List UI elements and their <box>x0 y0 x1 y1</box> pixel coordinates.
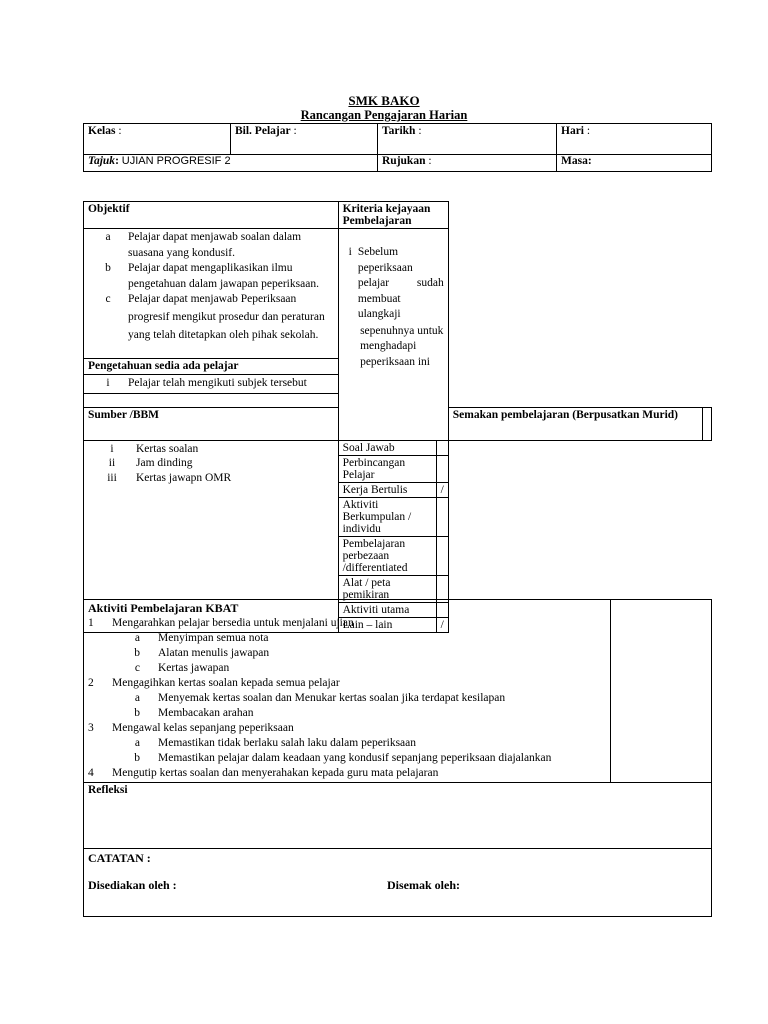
kriteria-body: i Sebelum peperiksaan pelajar sudah membuat ulangkaji sepenuhnya untuk menghadapi peperiksaan ini <box>338 229 448 441</box>
semakan-row: Aktiviti utama <box>338 602 436 617</box>
semakan-mark <box>436 497 448 536</box>
semakan-row: Alat / peta pemikiran <box>338 575 436 602</box>
catatan-label: CATATAN : <box>88 851 151 865</box>
semakan-row: Perbincangan Pelajar <box>338 455 436 482</box>
plan-title: Rancangan Pengajaran Harian <box>300 108 468 122</box>
semakan-row: Aktiviti Berkumpulan / individu <box>338 497 436 536</box>
sumber-heading: Sumber /BBM <box>84 407 339 440</box>
semakan-mark <box>436 536 448 575</box>
semakan-row: Lain – lain <box>338 617 436 632</box>
sumber-body: i Kertas soalan ii Jam dinding iii Kertas jawapn OMR <box>84 440 339 632</box>
objektif-item: b Pelajar dapat mengaplikasikan ilmu pengetahuan dalam jawapan peperiksaan. <box>105 262 319 290</box>
kriteria-heading: Kriteria kejayaan Pembelajaran <box>338 202 448 229</box>
objektif-item: c Pelajar dapat menjawab Peperiksaan progresif mengikut prosedur dan peraturan yang telah ditetapkan oleh pihak sekolah. <box>105 293 325 341</box>
semakan-mark: / <box>436 482 448 497</box>
semakan-row: Pembelajaran perbezaan /differentiated <box>338 536 436 575</box>
semakan-row: Soal Jawab <box>338 440 436 455</box>
pengetahuan-blank <box>84 393 339 407</box>
objektif-body <box>84 229 339 359</box>
aktiviti-side <box>611 600 712 783</box>
aktiviti-heading: Aktiviti Pembelajaran KBAT <box>88 601 239 615</box>
hari-cell: Hari : <box>557 124 712 155</box>
tajuk-value: UJIAN PROGRESIF 2 <box>121 155 231 167</box>
pengetahuan-heading: Pengetahuan sedia ada pelajar <box>84 359 339 375</box>
info-table <box>83 123 712 172</box>
semakan-mark <box>436 440 448 455</box>
footer-cell <box>84 849 712 917</box>
semakan-mark <box>436 455 448 482</box>
semakan-mark <box>436 575 448 602</box>
objektif-heading: Objektif <box>84 202 339 229</box>
pengetahuan-body: i Pelajar telah mengikuti subjek tersebut <box>84 375 339 394</box>
aktiviti-body: Aktiviti Pembelajaran KBAT 1 Mengarahkan pelajar bersedia untuk menjalani ujian a Menyimpan semua nota b Alatan menulis jawapan c Kertas jawapan 2 Mengagihkan kertas soalan kepada semua pelajar a Menyemak kertas soalan dan Menukar kertas soalan jika terdapat kesilapan b Membacakan arahan 3 Mengawal kelas sepanjang peperiksaan a Memastikan tidak berlaku salah laku dalam peperiksaan b Memastikan pelajar dalam keadaan yang kondusif sepanjang peperiksaan diajalankan 4 Mengutip kertas soalan dan menyerahakan kepada guru mata pelajaran <box>84 600 611 783</box>
school-name: SMK BAKO <box>348 93 420 108</box>
rujukan-cell: Rujukan : <box>378 155 557 172</box>
aktiviti-table <box>83 599 712 917</box>
semakan-row: Kerja Bertulis <box>338 482 436 497</box>
disemak-label: Disemak oleh: <box>387 878 460 892</box>
refleksi-cell: Refleksi <box>84 783 712 849</box>
semakan-mark: / <box>436 617 448 632</box>
masa-cell: Masa: <box>557 155 712 172</box>
plan-table <box>83 201 712 633</box>
kelas-cell: Kelas : <box>84 124 231 155</box>
bil-pelajar-cell: Bil. Pelajar : <box>231 124 378 155</box>
semakan-check-heading <box>703 407 712 440</box>
tajuk-cell: Tajuk: UJIAN PROGRESIF 2 <box>84 155 378 172</box>
tarikh-cell: Tarikh : <box>378 124 557 155</box>
semakan-heading: Semakan pembelajaran (Berpusatkan Murid) <box>448 407 702 440</box>
objektif-item: a Pelajar dapat menjawab soalan dalam suasana yang kondusif. <box>105 231 302 259</box>
disediakan-label: Disediakan oleh : <box>88 878 177 892</box>
